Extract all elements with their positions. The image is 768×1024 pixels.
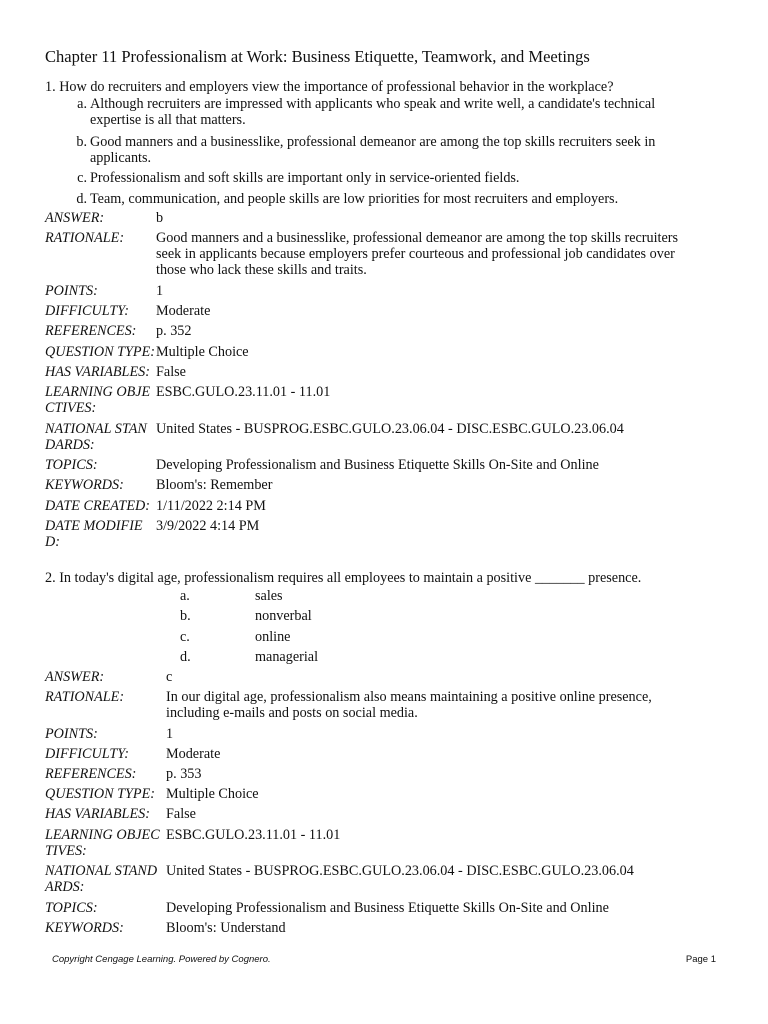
meta-label: RATIONALE:: [45, 689, 125, 705]
meta-row: [45, 518, 713, 550]
meta-value: Multiple Choice: [156, 344, 249, 360]
meta-label: NATIONAL STANDARDS:: [45, 863, 158, 895]
footer-page-number: Page 1: [685, 954, 716, 965]
meta-label: HAS VARIABLES:: [45, 364, 150, 380]
meta-value: United States - BUSPROG.ESBC.GULO.23.06.04 - DISC.ESBC.GULO.23.06.04: [166, 863, 634, 879]
meta-value: Moderate: [156, 303, 211, 319]
meta-value: p. 352: [156, 323, 192, 339]
option-text: sales: [255, 588, 283, 604]
meta-value: b: [156, 210, 164, 226]
meta-value: 1: [156, 283, 164, 299]
meta-label: KEYWORDS:: [45, 920, 124, 936]
option-text: Professionalism and soft skills are important only in service-oriented fields.: [90, 170, 520, 186]
option-text: nonverbal: [255, 608, 312, 624]
meta-label: HAS VARIABLES:: [45, 806, 150, 822]
meta-label: LEARNING OBJECTIVES:: [45, 384, 151, 416]
meta-row: [45, 689, 713, 723]
question-1-text: 1. How do recruiters and employers view the importance of professional behavior in the workplace?: [45, 79, 614, 95]
meta-row: [45, 726, 713, 742]
question-2-text: 2. In today's digital age, professionalism requires all employees to maintain a positive _______ presence.: [45, 570, 642, 586]
meta-value: United States - BUSPROG.ESBC.GULO.23.06.04 - DISC.ESBC.GULO.23.06.04: [156, 421, 624, 437]
meta-value: Bloom's: Remember: [156, 477, 273, 493]
meta-value: 3/9/2022 4:14 PM: [156, 518, 260, 534]
meta-value: Developing Professionalism and Business Etiquette Skills On-Site and Online: [156, 457, 599, 473]
meta-value: ESBC.GULO.23.11.01 - 11.01: [166, 827, 341, 843]
meta-label: NATIONAL STANDARDS:: [45, 421, 147, 453]
meta-row: [45, 477, 713, 493]
option-letter: a.: [180, 588, 190, 604]
meta-row: [45, 303, 713, 319]
meta-value: Multiple Choice: [166, 786, 259, 802]
meta-row: [45, 283, 713, 299]
meta-row: [45, 344, 713, 360]
option-text: Team, communication, and people skills are low priorities for most recruiters and employers.: [90, 191, 619, 207]
meta-row: [45, 766, 713, 782]
meta-label: TOPICS:: [45, 457, 98, 473]
meta-row: [45, 863, 713, 897]
meta-row: [45, 230, 713, 280]
option-letter: b.: [180, 608, 191, 624]
meta-row: [45, 364, 713, 380]
meta-row: [45, 900, 713, 916]
option-letter: c.: [77, 170, 87, 186]
meta-label: LEARNING OBJECTIVES:: [45, 827, 160, 859]
option-letter: d.: [180, 649, 191, 665]
meta-row: [45, 827, 713, 861]
meta-label: DATE MODIFIED:: [45, 518, 143, 550]
option-text: Although recruiters are impressed with applicants who speak and write well, a candidate's technical expertise is all that matters.: [90, 96, 656, 128]
meta-row: [45, 384, 713, 418]
meta-label: QUESTION TYPE:: [45, 786, 155, 802]
meta-row: [45, 806, 713, 822]
meta-value: 1/11/2022 2:14 PM: [156, 498, 266, 514]
meta-label: RATIONALE:: [45, 230, 125, 246]
meta-label: TOPICS:: [45, 900, 98, 916]
meta-label: KEYWORDS:: [45, 477, 124, 493]
meta-label: DIFFICULTY:: [45, 303, 129, 319]
meta-value: Moderate: [166, 746, 221, 762]
meta-row: [45, 323, 713, 339]
option-text: online: [255, 629, 291, 645]
meta-value: p. 353: [166, 766, 202, 782]
meta-value: ESBC.GULO.23.11.01 - 11.01: [156, 384, 331, 400]
meta-value: In our digital age, professionalism also means maintaining a positive online presence, including e-mails and posts on social media.: [166, 689, 652, 721]
meta-label: QUESTION TYPE:: [45, 344, 155, 360]
meta-label: POINTS:: [45, 283, 98, 299]
meta-row: [45, 210, 713, 226]
document-title: Chapter 11 Professionalism at Work: Business Etiquette, Teamwork, and Meetings: [45, 47, 590, 66]
option-letter: a.: [77, 96, 87, 112]
meta-label: ANSWER:: [45, 210, 105, 226]
option-letter: c.: [180, 629, 190, 645]
meta-value: 1: [166, 726, 174, 742]
meta-label: POINTS:: [45, 726, 98, 742]
meta-value: Bloom's: Understand: [166, 920, 286, 936]
meta-row: [45, 669, 713, 685]
meta-row: [45, 421, 713, 455]
meta-label: REFERENCES:: [45, 766, 137, 782]
meta-value: False: [166, 806, 196, 822]
meta-row: [45, 920, 713, 936]
meta-value: Developing Professionalism and Business Etiquette Skills On-Site and Online: [166, 900, 609, 916]
option-text: Good manners and a businesslike, professional demeanor are among the top skills recruiters seek in applicants.: [90, 134, 656, 166]
meta-row: [45, 786, 713, 802]
option-letter: d.: [76, 191, 87, 207]
option-letter: b.: [76, 134, 87, 150]
meta-value: c: [166, 669, 173, 685]
meta-value: False: [156, 364, 186, 380]
meta-label: ANSWER:: [45, 669, 105, 685]
meta-value: Good manners and a businesslike, professional demeanor are among the top skills recruiters seek in applicants because employers prefer courteous and professional job candidates over those who lack these skills and traits.: [156, 230, 679, 278]
footer-copyright: Copyright Cengage Learning. Powered by Cognero.: [52, 954, 271, 965]
meta-label: REFERENCES:: [45, 323, 137, 339]
meta-label: DATE CREATED:: [45, 498, 150, 514]
meta-row: [45, 498, 713, 514]
meta-label: DIFFICULTY:: [45, 746, 129, 762]
meta-row: [45, 746, 713, 762]
option-text: managerial: [255, 649, 319, 665]
meta-row: [45, 457, 713, 473]
